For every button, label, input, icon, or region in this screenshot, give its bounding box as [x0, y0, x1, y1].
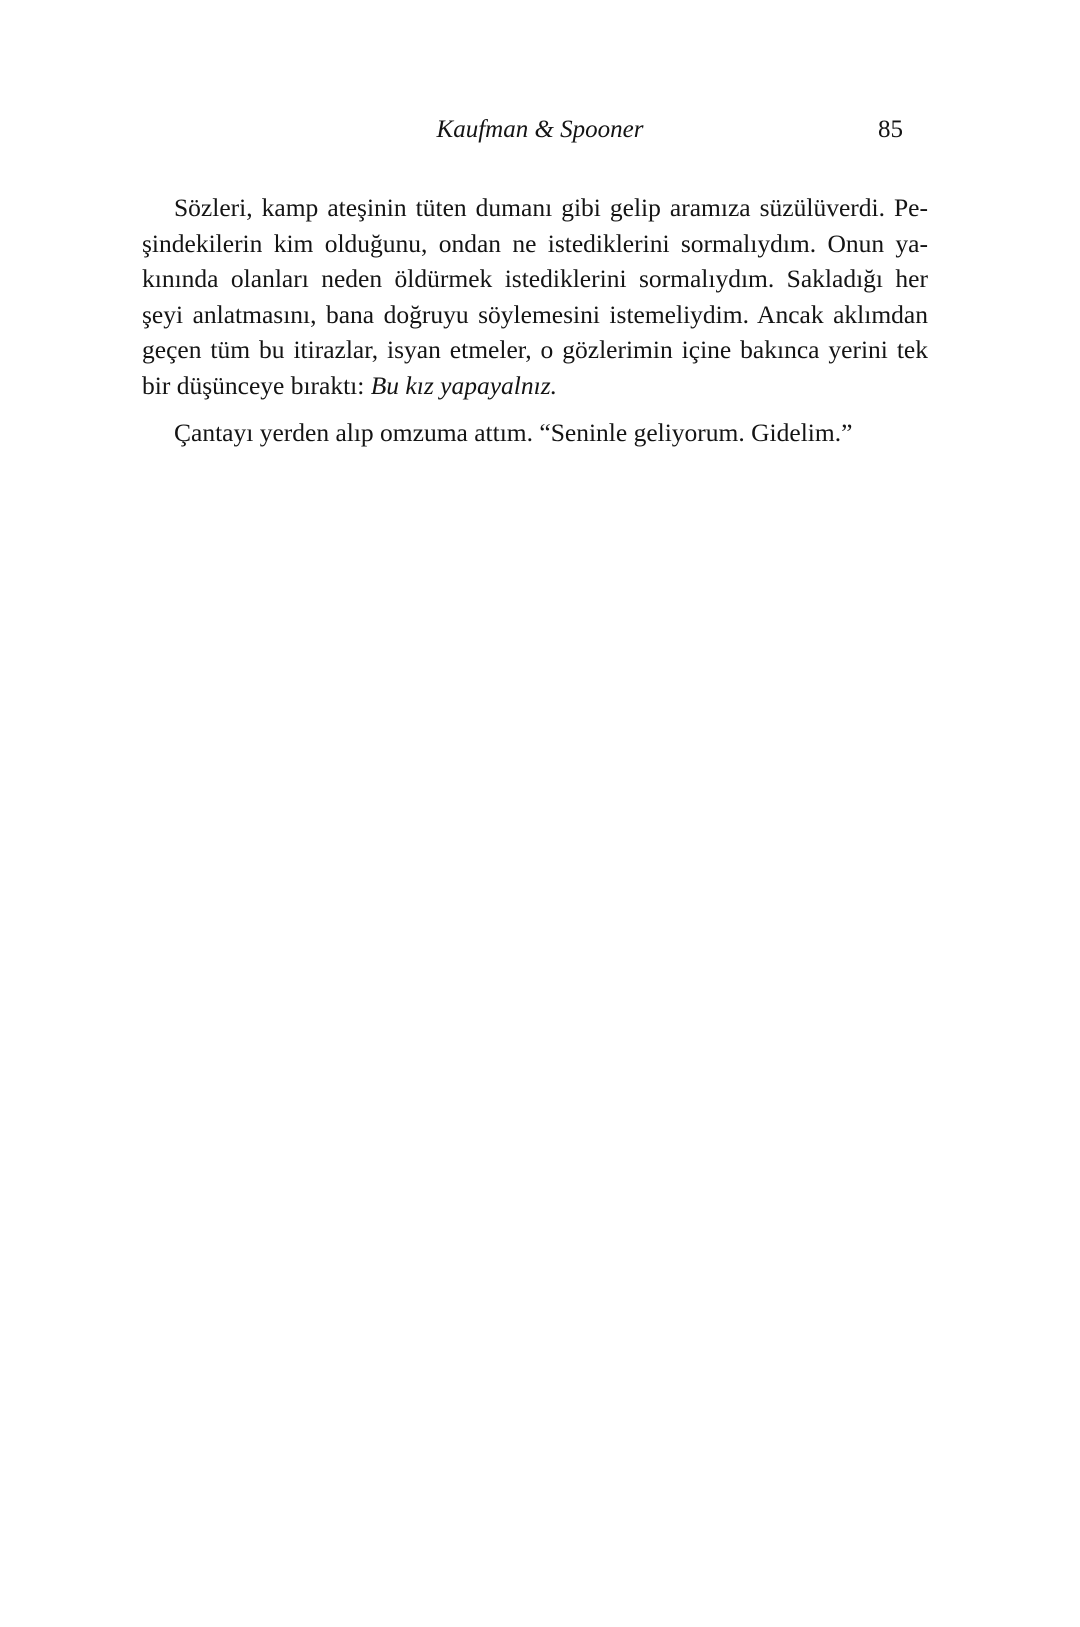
text-line: geçen tüm bu itirazlar, isyan etmeler, o gözlerimin içine bakınca yerini tek [142, 335, 928, 364]
text-line: kınında olanları neden öldürmek istediklerini sormalıydım. Sakladığı her [142, 264, 928, 293]
text-line: şeyi anlatmasını, bana doğruyu söylemesini istemeliydim. Ancak aklımdan [142, 299, 928, 329]
text-line-last [142, 368, 928, 404]
paragraph-1 [142, 190, 928, 403]
italic-thought: Bu kız yapayalnız. [370, 370, 557, 400]
body-text [142, 190, 928, 451]
paragraph-2 [142, 415, 928, 451]
text-line: Çantayı yerden alıp omzuma attım. “Seninle geliyorum. Gidelim.” [174, 418, 853, 447]
running-title: Kaufman & Spooner [436, 116, 644, 143]
text-line-prefix: bir düşünceye bıraktı: [142, 370, 371, 400]
text-line: Sözleri, kamp ateşinin tüten dumanı gibi gelip aramıza süzülüverdi. Pe- [174, 193, 928, 222]
text-line: şindekilerin kim olduğunu, ondan ne istediklerini sormalıydım. Onun ya- [142, 228, 928, 258]
page-number: 85 [878, 116, 903, 143]
running-head [0, 112, 1080, 148]
